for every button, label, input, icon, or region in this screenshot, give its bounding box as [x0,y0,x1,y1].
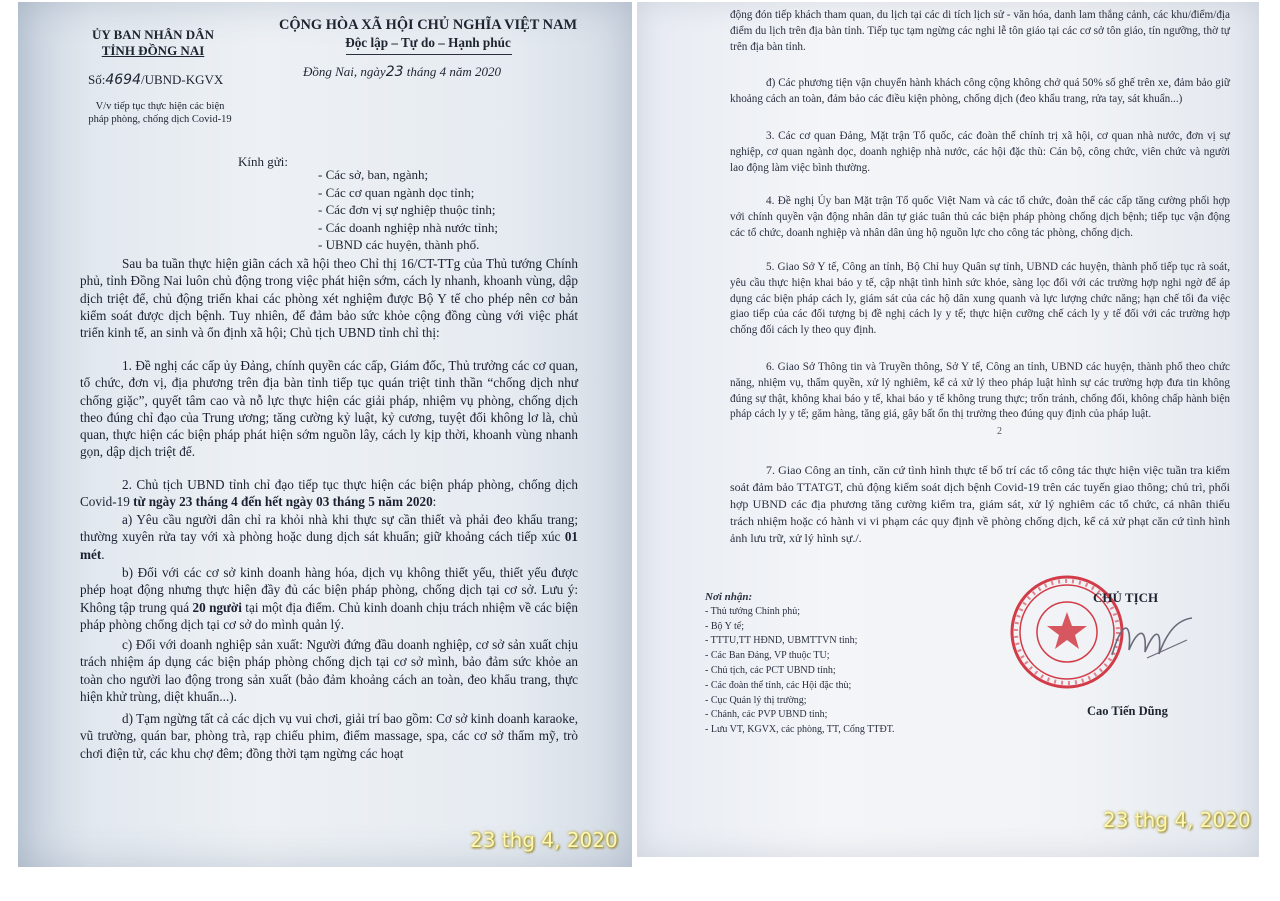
document-page-2 [637,2,1259,857]
signature-icon [1107,610,1197,670]
recipient-item: - TTTU,TT HĐND, UBMTTVN tỉnh; [705,635,858,647]
recipients-block [705,590,895,738]
recipient-item: - Lưu VT, KGVX, các phòng, TT, Cổng TTĐT. [705,724,895,736]
signer-name: Cao Tiến Dũng [1087,704,1168,718]
continued-paragraph: động đón tiếp khách tham quan, du lịch tại các di tích lịch sử - văn hóa, danh lam thắng cảnh, các khu/điểm/địa điểm du lịch trên địa bàn tỉnh. Tiếp tục tạm ngừng các nghi lễ tôn giáo tại các cơ sở tôn giáo, tín ngưỡng, thờ tự trên địa bàn tỉnh. [730,9,1230,53]
recipient-item: - Chủ tịch, các PCT UBND tỉnh; [705,664,836,676]
recipient-item: - Cục Quản lý thị trường; [705,694,807,706]
recipient-item: - Các Ban Đảng, VP thuộc TU; [705,650,830,662]
recipient-item: - Thủ tướng Chính phủ; [705,605,800,617]
document-number-value: 4694 [105,72,141,88]
intro-paragraph: Sau ba tuần thực hiện giãn cách xã hội theo Chỉ thị 16/CT-TTg của Thủ tướng Chính phủ, tỉnh Đồng Nai luôn chủ động trong việc phát hiện sớm, cách ly nhanh, khoanh vùng, dập dịch triệt để, chủ động triển khai các phòng xét nghiệm được Bộ Y tế cho phép nên cơ bản kiểm soát được dịch bệnh. Tuy nhiên, để đảm bảo sức khỏe cộng đồng cùng với việc phát triển kinh tế, an sinh và ổn định xã hội; Chủ tịch UBND tỉnh chỉ thị: [80,256,578,341]
recipient-item: - UBND các huyện, thành phố. [318,237,480,252]
page-number: 2 [997,426,1002,437]
recipient-item: - Bộ Y tế; [705,620,744,632]
item-4: 4. Đề nghị Ủy ban Mặt trận Tổ quốc Việt Nam và các tổ chức, đoàn thể các cấp tăng cường phối hợp với chính quyền vận động nhân dân tự giác tuân thủ các biện pháp phòng chống dịch bệnh; tiếp tục vận động các tổ chức, doanh nghiệp và nhân dân ủng hộ nguồn lực cho công tác phòng, chống dịch. [730,195,1230,239]
recipient-item: - Chánh, các PVP UBND tỉnh; [705,709,828,721]
photo-date-overlay: 23 thg 4, 2020 [1103,808,1251,832]
recipients-heading: Nơi nhận: [705,591,753,603]
item-2b: b) Đối với các cơ sở kinh doanh hàng hóa, dịch vụ không thiết yếu, thiết yếu được phép hoạt động nhưng thực hiện đầy đủ các biện pháp phòng, chống dịch tại cơ sở. Lưu ý: Không tập trung quá 20 người tại một địa điểm. Chủ kinh doanh chịu trách nhiệm về các biện pháp phòng chống dịch tại cơ sở do mình quản lý. [80,565,578,632]
document-number: Số:4694/UBND-KGVX [88,72,224,88]
agency-line-2: TỈNH ĐỒNG NAI [101,43,205,58]
issue-date: Đồng Nai, ngày23 tháng 4 năm 2020 [303,64,502,80]
greeting: Kính gửi: [238,154,289,169]
document-page-1 [18,2,632,867]
motto-underline [346,54,512,55]
item-2dd: đ) Các phương tiện vận chuyển hành khách công cộng không chở quá 50% số ghế trên xe, đảm bảo giữ khoảng cách an toàn, đảm bảo các điều kiện phòng, chống dịch (đeo khẩu trang, rửa tay, sát khuẩn...) [730,77,1230,105]
recipient-item: - Các doanh nghiệp nhà nước tỉnh; [318,219,498,235]
photo-date-overlay: 23 thg 4, 2020 [470,828,618,852]
subject-line: V/v tiếp tục thực hiện các biện pháp phòng, chống dịch Covid-19 [88,101,232,125]
agency-line-1: ỦY BAN NHÂN DÂN [92,27,214,42]
item-2d: d) Tạm ngừng tất cả các dịch vụ vui chơi, giải trí bao gồm: Cơ sở kinh doanh karaoke, vũ trường, quán bar, phòng trà, rạp chiếu phim, điểm massage, spa, các cơ sở thẩm mỹ, trò chơi điện tử, các khu chợ đêm; đồng thời tạm ngừng các hoạt [80,711,578,761]
item-5: 5. Giao Sở Y tế, Công an tỉnh, Bộ Chỉ huy Quân sự tỉnh, UBND các huyện, thành phố tiếp tục rà soát, yêu cầu thực hiện khai báo y tế, cập nhật tình hình sức khỏe, sàng lọc đối với các trường hợp nghi ngờ để áp dụng các biện pháp cách ly, giám sát của các hộ dân xung quanh và lực lượng chức năng; hạn chế tối đa việc giao tiếp của các đối tượng bị đề nghị cách ly y tế; thực hiện cưỡng chế cách ly y tế đối với các trường hợp chống đối cách ly theo quy định. [730,261,1230,337]
item-2a: a) Yêu cầu người dân chỉ ra khỏi nhà khi thực sự cần thiết và phải đeo khẩu trang; thường xuyên rửa tay với xà phòng hoặc dung dịch sát khuẩn; giữ khoảng cách tiếp xúc 01 mét. [80,512,578,562]
item-3: 3. Các cơ quan Đảng, Mặt trận Tổ quốc, các đoàn thể chính trị xã hội, cơ quan nhà nước, đơn vị sự nghiệp, cơ quan ngành dọc, doanh nghiệp nhà nước, các hội đặc thù: Cán bộ, công chức, viên chức và người lao động làm việc bình thường. [730,130,1230,174]
item-2c: c) Đối với doanh nghiệp sản xuất: Người đứng đầu doanh nghiệp, cơ sở sản xuất chịu trách nhiệm áp dụng các biện pháp phòng chống dịch tại cơ sở mình, bảo đảm sức khỏe an toàn cho người lao động trong sản xuất (bảo đảm khoảng cách an toàn, đeo khẩu trang, thực hiện khử trùng, diệt khuẩn...). [80,637,578,704]
recipient-item: - Các đoàn thể tỉnh, các Hội đặc thù; [705,679,852,691]
item-1: 1. Đề nghị các cấp ủy Đảng, chính quyền các cấp, Giám đốc, Thủ trưởng các cơ quan, tổ chức, đơn vị, địa phương trên địa bàn tỉnh tiếp tục quán triệt tinh thần “chống dịch như chống giặc”, quyết tâm cao và nỗ lực thực hiện các giải pháp, nhiệm vụ phòng, chống dịch theo đúng chỉ đạo của Trung ương; tăng cường kỷ luật, kỷ cương, tuyệt đối không lơ là, chủ quan, thực hiện các biện pháp phát hiện sớm nguồn lây, cách ly kịp thời, khoanh vùng nhanh gọn, dập dịch triệt để. [80,358,578,460]
nation-title: CỘNG HÒA XÃ HỘI CHỦ NGHĨA VIỆT NAM [278,17,578,33]
signer-title: CHỦ TỊCH [1093,590,1159,605]
recipient-item: - Các đơn vị sự nghiệp thuộc tỉnh; [318,202,496,217]
recipient-item: - Các sở, ban, ngành; [318,167,429,182]
recipient-list [318,166,498,254]
item-2: 2. Chủ tịch UBND tỉnh chỉ đạo tiếp tục thực hiện các biện pháp phòng, chống dịch Covid-19 từ ngày 23 tháng 4 đến hết ngày 03 tháng 5 năm 2020: [80,477,578,510]
item-7: 7. Giao Công an tỉnh, căn cứ tình hình thực tế bố trí các tổ công tác thực hiện việc tuần tra kiểm soát đảm bảo TTATGT, chủ động kiểm soát dịch bệnh Covid-19 trên các tuyến giao thông; chủ trì, phối hợp UBND các địa phương tăng cường kiểm tra, giám sát, xử lý nghiêm các tổ chức, cá nhân thiếu trách nhiệm hoặc có hành vi vi phạm các quy định về phòng chống dịch, kể cả xử phạt căn cứ tình hình ảnh lưu trữ, xử lý hình sự./. [730,463,1230,545]
item-6: 6. Giao Sở Thông tin và Truyền thông, Sở Y tế, Công an tỉnh, UBND các huyện, thành phố theo chức năng, nhiệm vụ, thẩm quyền, xử lý nghiêm, kể cả xử lý theo pháp luật hình sự các trường hợp đưa tin không đúng sự thật, không khai báo y tế, khai báo y tế không trung thực; trốn tránh, chống đối, không chấp hành biện pháp cách ly y tế; găm hàng, tăng giá, gây bất ổn thị trường theo đúng quy định của pháp luật. [730,361,1230,421]
recipient-item: - Các cơ quan ngành dọc tỉnh; [318,184,475,200]
nation-motto: Độc lập – Tự do – Hạnh phúc [345,35,511,50]
